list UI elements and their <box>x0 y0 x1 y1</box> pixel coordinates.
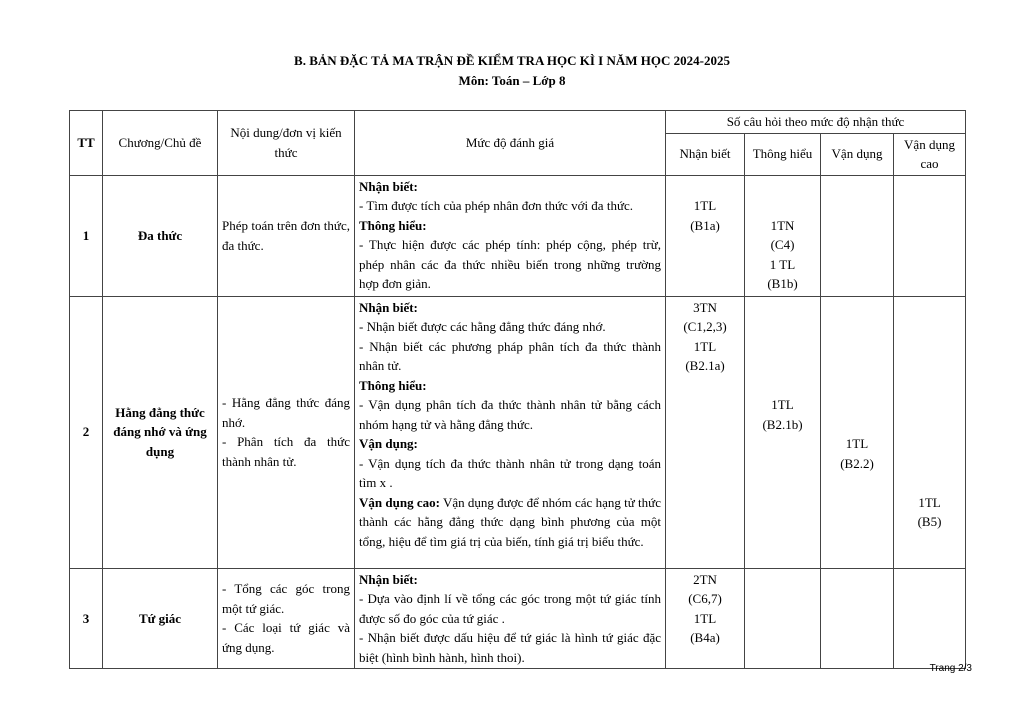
spacer <box>825 298 889 318</box>
count-value: (B2.1b) <box>762 416 803 432</box>
assessment-level-text: - Vận dụng phân tích đa thức thành nhân tử bằng cách nhóm hạng tử và hằng đẳng thức. <box>359 397 661 432</box>
chapter-cell: Hằng đẳng thức đáng nhớ và ứng dụng <box>103 296 218 568</box>
spacer <box>749 298 816 318</box>
spec-matrix-table <box>69 110 966 669</box>
assessment-cell <box>355 296 666 568</box>
assessment-level-text: - Tìm được tích của phép nhân đơn thức với đa thức. <box>359 198 634 213</box>
assessment-level <box>359 216 661 294</box>
spacer <box>898 473 961 493</box>
assessment-level <box>359 177 661 216</box>
spacer <box>825 337 889 357</box>
count-value: 1TN <box>770 217 795 233</box>
spacer <box>749 177 816 197</box>
spacer <box>898 317 961 337</box>
assessment-level-title: Thông hiểu: <box>359 377 427 393</box>
count-value: 2TN <box>693 571 717 587</box>
assessment-level-text: - Vận dụng tích đa thức thành nhân tử trong dạng toán tìm x . <box>359 455 661 490</box>
spacer <box>825 317 889 337</box>
assessment-level-title: Nhận biết: <box>359 178 418 194</box>
count-nb <box>666 296 745 568</box>
header-van-dung: Vận dụng <box>821 133 894 175</box>
spacer <box>825 356 889 376</box>
spacer <box>898 298 961 318</box>
count-value: (C1,2,3) <box>683 319 727 334</box>
count-vd <box>821 568 894 669</box>
assessment-cell <box>355 568 666 669</box>
count-value: (C4) <box>770 237 795 252</box>
spacer <box>898 434 961 454</box>
count-value: (B2.2) <box>840 455 874 471</box>
count-value: (B4a) <box>690 630 720 645</box>
count-vd <box>821 175 894 296</box>
spacer <box>825 376 889 396</box>
spacer <box>898 356 961 376</box>
content-item: - Phân tích đa thức thành nhân tử. <box>222 434 350 469</box>
count-value: 1TL <box>771 397 794 412</box>
assessment-level <box>359 434 661 493</box>
count-value: 1TL <box>693 610 717 626</box>
spacer <box>749 356 816 376</box>
assessment-level <box>359 376 661 435</box>
table-row <box>70 568 966 669</box>
header-content: Nội dung/đơn vị kiến thức <box>218 111 355 176</box>
count-vdc <box>894 568 966 669</box>
spacer <box>898 454 961 474</box>
count-nb <box>666 175 745 296</box>
assessment-level-title: Nhận biết: <box>359 571 418 587</box>
row-number: 2 <box>70 296 103 568</box>
header-thong-hieu: Thông hiểu <box>745 133 821 175</box>
spacer <box>749 337 816 357</box>
page-number: Trang 2/3 <box>929 663 972 674</box>
content-cell <box>218 296 355 568</box>
assessment-level-text: - Dựa vào định lí về tổng các góc trong một tứ giác tính được số đo góc của tứ giác . - Nhận biết được dấu hiệu để tứ giác là hình tứ giác đặc biệt (hình bình hành, hình thoi). <box>359 591 661 665</box>
count-value: 1TL <box>693 338 717 354</box>
assessment-level-text: - Nhận biết được các hằng đẳng thức đáng nhớ. - Nhận biết các phương pháp phân tích đa thức thành nhân tử. <box>359 319 661 373</box>
spacer <box>825 395 889 415</box>
header-question-group: Số câu hỏi theo mức độ nhận thức <box>666 111 966 134</box>
assessment-level-title: Vận dụng: <box>359 436 418 451</box>
table-row <box>70 175 966 296</box>
content-cell <box>218 568 355 669</box>
count-value: (B1b) <box>767 276 798 291</box>
content-item: Phép toán trên đơn thức, đa thức. <box>222 218 350 253</box>
chapter-cell: Đa thức <box>103 175 218 296</box>
count-value: (B2.1a) <box>685 358 725 373</box>
spacer <box>749 376 816 396</box>
chapter-cell: Tứ giác <box>103 568 218 669</box>
header-level: Mức độ đánh giá <box>355 111 666 176</box>
spacer <box>898 395 961 415</box>
assessment-level <box>359 493 661 552</box>
count-nb <box>666 568 745 669</box>
count-th <box>745 568 821 669</box>
assessment-level-title: Thông hiểu: <box>359 217 427 233</box>
content-item: - Các loại tứ giác và ứng dụng. <box>222 620 350 655</box>
header-tt: TT <box>70 111 103 176</box>
count-value: (B5) <box>917 514 942 529</box>
row-number: 3 <box>70 568 103 669</box>
count-value: (B1a) <box>690 217 720 233</box>
document-subtitle: Môn: Toán – Lớp 8 <box>458 73 566 88</box>
assessment-level-title: Vận dụng cao: <box>359 494 440 510</box>
count-vdc <box>894 296 966 568</box>
count-th <box>745 296 821 568</box>
count-value: 1TL <box>845 436 869 451</box>
content-item: - Tổng các góc trong một tứ giác. <box>222 581 350 616</box>
assessment-level-text: Vận dụng được để nhóm các hạng tử thức thành các hằng đẳng thức dạng bình phương của một tổng, hiệu để tìm giá trị của biến, tính giá trị biểu thức. <box>359 494 661 549</box>
document-title: B. BẢN ĐẶC TẢ MA TRẬN ĐỀ KIỂM TRA HỌC KÌ I NĂM HỌC 2024-2025 <box>294 53 730 68</box>
count-vdc <box>894 175 966 296</box>
assessment-cell <box>355 175 666 296</box>
count-value: 3TN <box>693 299 717 315</box>
spacer <box>898 376 961 396</box>
content-item: - Hằng đẳng thức đáng nhớ. <box>222 395 350 430</box>
count-value: 1TL <box>918 494 941 510</box>
table-row <box>70 296 966 568</box>
header-chapter: Chương/Chủ đề <box>103 111 218 176</box>
row-number: 1 <box>70 175 103 296</box>
count-value: (C6,7) <box>688 591 722 606</box>
spacer <box>825 415 889 435</box>
assessment-level <box>359 570 661 668</box>
assessment-level-text: - Thực hiện được các phép tính: phép cộng, phép trừ, phép nhân các đa thức nhiều biến trong những trường hợp đơn giản. <box>359 237 661 291</box>
count-value: 1TL <box>693 198 717 213</box>
spacer <box>749 317 816 337</box>
spacer <box>670 177 740 197</box>
count-value: 1 TL <box>769 256 796 272</box>
spacer <box>898 415 961 435</box>
header-van-dung-cao: Vận dụng cao <box>894 133 966 175</box>
content-cell <box>218 175 355 296</box>
assessment-level <box>359 298 661 376</box>
spacer <box>749 196 816 216</box>
count-th <box>745 175 821 296</box>
spacer <box>898 337 961 357</box>
assessment-level-title: Nhận biết: <box>359 299 418 315</box>
count-vd <box>821 296 894 568</box>
header-nhan-biet: Nhận biết <box>666 133 745 175</box>
